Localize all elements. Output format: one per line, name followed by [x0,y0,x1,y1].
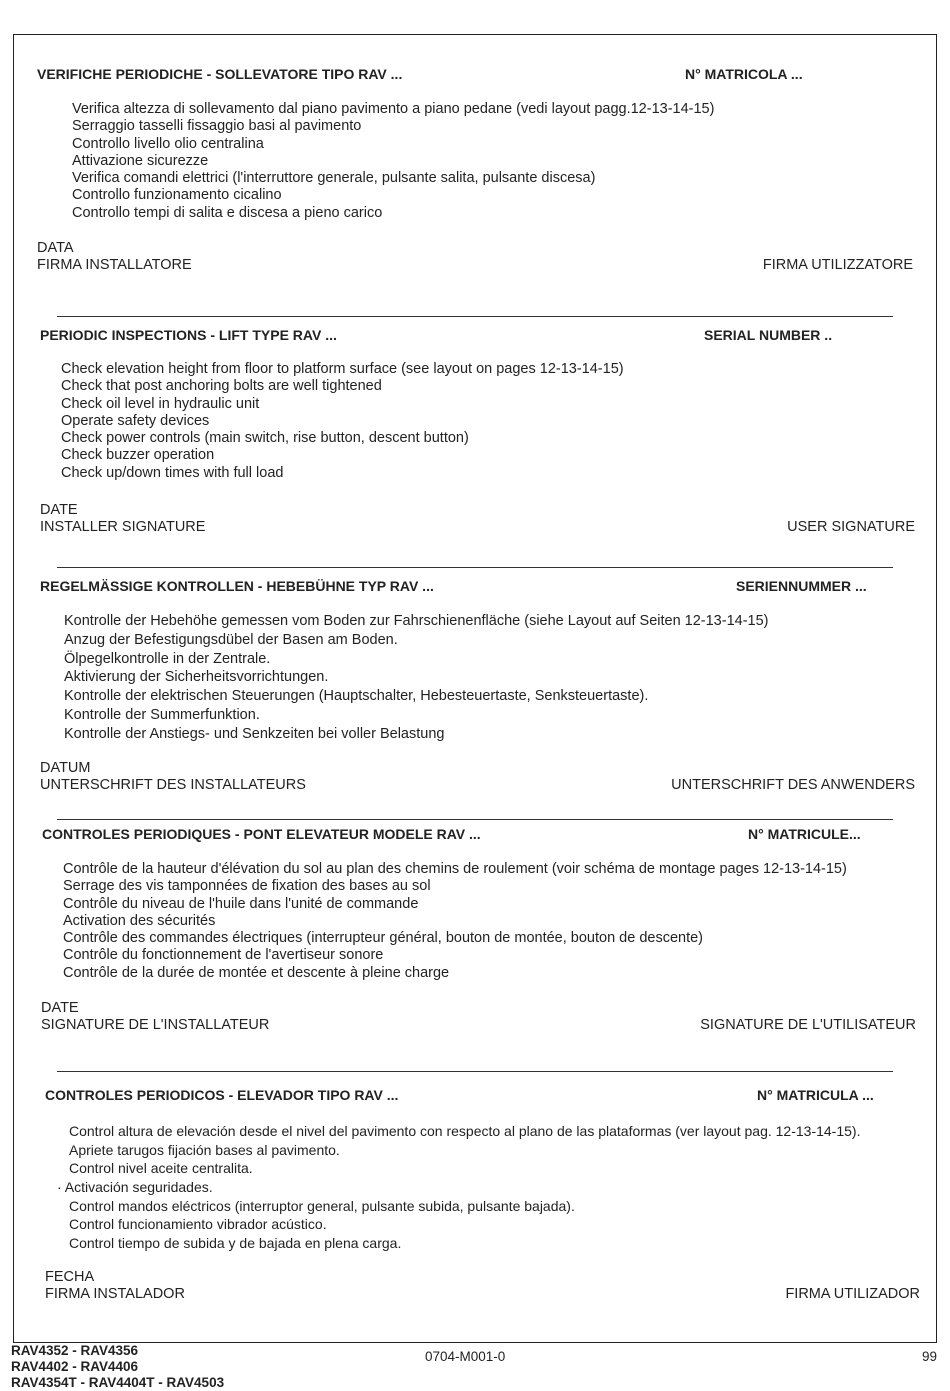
check-item: Serraggio tasselli fissaggio basi al pavimento [72,118,362,135]
check-item: Serrage des vis tamponnées de fixation des bases au sol [63,878,431,895]
document-code: 0704-M001-0 [425,1349,506,1364]
check-item: Control mandos eléctricos (interruptor general, pulsante subida, pulsante bajada). [69,1197,575,1214]
check-list [64,612,769,744]
section-title: PERIODIC INSPECTIONS - LIFT TYPE RAV ... [40,327,337,343]
section-title: CONTROLES PERIODICOS - ELEVADOR TIPO RAV ... [45,1087,399,1103]
serial-number-label: N° MATRICULE... [748,826,861,842]
date-label: DATUM [40,760,91,776]
section-title: VERIFICHE PERIODICHE - SOLLEVATORE TIPO RAV ... [37,66,403,82]
check-item: Apriete tarugos fijación bases al pavimento. [69,1141,340,1158]
check-item: Controllo livello olio centralina [72,135,264,152]
check-item: Contrôle du niveau de l'huile dans l'unité de commande [63,895,419,912]
installer-signature-label: INSTALLER SIGNATURE [40,519,206,535]
date-label: FECHA [45,1269,95,1285]
check-list [63,861,847,982]
installer-signature-label: FIRMA INSTALADOR [45,1286,185,1302]
check-item: Ölpegelkontrolle in der Zentrale. [64,650,271,667]
check-item: Check elevation height from floor to platform surface (see layout on pages 12-13-14-15) [61,361,624,377]
check-item: Verifica altezza di sollevamento dal piano pavimento a piano pedane (vedi layout pagg.12-13-14-15) [72,101,715,117]
user-signature-label: SIGNATURE DE L'UTILISATEUR [700,1017,916,1033]
check-item: Control nivel aceite centralita. [69,1160,253,1177]
check-item: Anzug der Befestigungsdübel der Basen am Boden. [64,631,398,648]
user-signature-label: FIRMA UTILIZADOR [785,1286,920,1302]
model-line: RAV4352 - RAV4356 [11,1343,139,1358]
check-item: Kontrolle der Anstiegs- und Senkzeiten bei voller Belastung [64,725,445,742]
check-list [61,361,624,482]
installer-signature-label: FIRMA INSTALLATORE [37,257,192,273]
user-signature-label: FIRMA UTILIZZATORE [762,257,913,273]
check-item: Contrôle de la durée de montée et descente à pleine charge [63,964,450,981]
section-divider [57,567,893,568]
section-title: CONTROLES PERIODIQUES - PONT ELEVATEUR MODELE RAV ... [42,826,481,842]
date-label: DATA [37,240,74,256]
installer-signature-label: SIGNATURE DE L'INSTALLATEUR [41,1017,270,1033]
check-item: Control funcionamiento vibrador acústico. [69,1216,327,1233]
date-label: DATE [40,502,78,518]
user-signature-label: USER SIGNATURE [787,519,915,535]
check-item: Attivazione sicurezze [72,152,209,169]
check-item: Check that post anchoring bolts are well tightened [61,378,382,395]
model-list [11,1343,224,1391]
check-item: Kontrolle der Summerfunktion. [64,706,260,723]
section-title: REGELMÄSSIGE KONTROLLEN - HEBEBÜHNE TYP RAV ... [40,578,434,594]
check-item: Kontrolle der elektrischen Steuerungen (Hauptschalter, Hebesteuertaste, Senksteuertaste). [64,688,649,705]
check-item: Activation des sécurités [63,912,216,929]
check-item: Control altura de elevación desde el nivel del pavimento con respecto al plano de las plataformas (ver layout pag. 12-13-14-15). [69,1123,861,1139]
check-item: Check buzzer operation [61,447,215,464]
serial-number-label: N° MATRICOLA ... [685,66,803,82]
serial-number-label: SERIAL NUMBER .. [704,327,833,343]
check-item: Verifica comandi elettrici (l'interruttore generale, pulsante salita, pulsante discesa) [72,170,596,187]
check-list [72,101,714,222]
serial-number-label: N° MATRICULA ... [757,1087,874,1103]
check-item: Check power controls (main switch, rise button, descent button) [61,430,469,447]
model-line: RAV4354T - RAV4404T - RAV4503 [11,1375,225,1390]
check-item: Contrôle de la hauteur d'élévation du sol au plan des chemins de roulement (voir schéma de montage pages 12-13-14-15) [63,861,847,877]
user-signature-label: UNTERSCHRIFT DES ANWENDERS [671,777,915,793]
check-item: Aktivierung der Sicherheitsvorrichtungen. [64,669,329,686]
section-divider [57,316,893,317]
page-number: 99 [921,1349,937,1364]
section-divider [57,1071,893,1072]
check-item: Controllo funzionamento cicalino [72,187,282,204]
check-item: · Activación seguridades. [57,1179,213,1196]
model-line: RAV4402 - RAV4406 [11,1359,139,1374]
check-item: Operate safety devices [61,412,210,429]
check-item: Check oil level in hydraulic unit [61,395,260,412]
serial-number-label: SERIENNUMMER ... [736,578,867,594]
check-item: Contrôle des commandes électriques (interrupteur général, bouton de montée, bouton de descente) [63,930,704,947]
check-item: Kontrolle der Hebehöhe gemessen vom Boden zur Fahrschienenfläche (siehe Layout auf Seiten 12-13-14-15) [64,613,769,629]
check-item: Check up/down times with full load [61,464,284,481]
date-label: DATE [41,1000,79,1016]
check-item: Contrôle du fonctionnement de l'avertiseur sonore [63,947,384,964]
check-list [57,1122,860,1253]
check-item: Controllo tempi di salita e discesa a pieno carico [72,204,383,221]
section-divider [57,819,893,820]
check-item: Control tiempo de subida y de bajada en plena carga. [69,1235,402,1252]
installer-signature-label: UNTERSCHRIFT DES INSTALLATEURS [40,777,306,793]
